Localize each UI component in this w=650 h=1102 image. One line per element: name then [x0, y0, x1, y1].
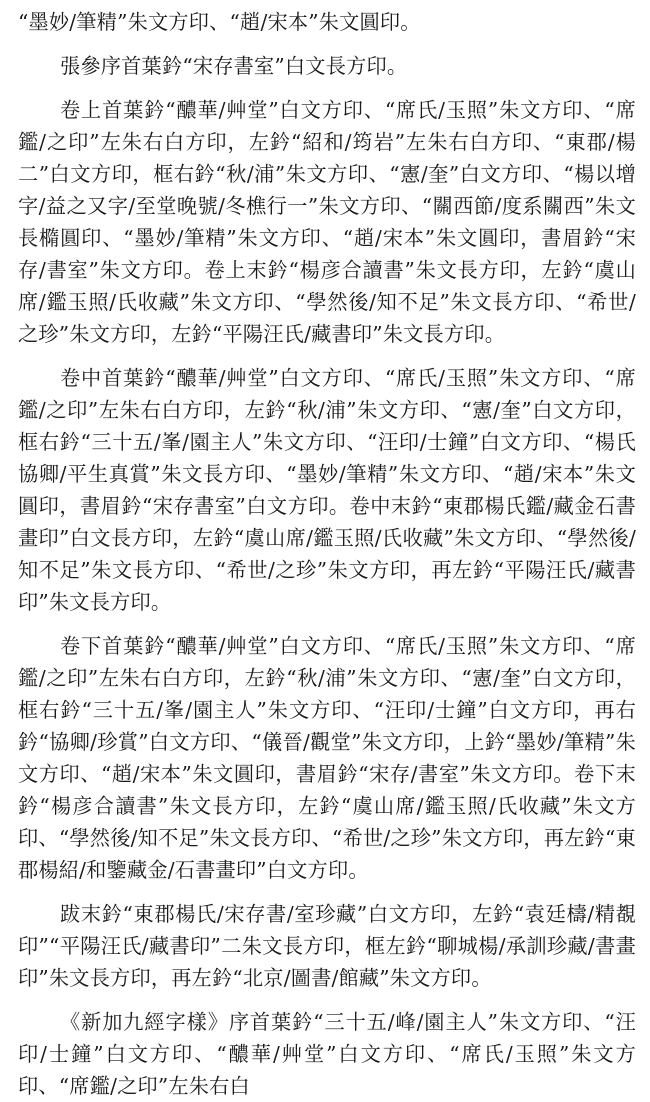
- paragraph-preface-seal: 張參序首葉鈐“宋存書室”白文長方印。: [60, 54, 408, 78]
- paragraph-seal-continuation: “墨妙/筆精”朱文方印、“趙/宋本”朱文圓印。: [18, 10, 421, 34]
- paragraph-jiujing-ziyang: 《新加九經字樣》序首葉鈐“三十五/峰/園主人”朱文方印、“汪印/士鐘”白文方印、“醲華/艸堂”白文方印、“席氏/玉照”朱文方印、“席鑑/之印”左朱右白: [18, 1010, 636, 1098]
- paragraph-volume-lower: 卷下首葉鈐“醲華/艸堂”白文方印、“席氏/玉照”朱文方印、“席鑑/之印”左朱右白方印，左鈐“秋/浦”朱文方印、“憲/奎”白文方印，框右鈐“三十五/峯/園主人”朱文方印、“汪印/士鐘”白文方印，再右鈐“協卿/珍賞”白文方印、“儀晉/觀堂”朱文方印，上鈐“墨妙/筆精”朱文方印、“趙/宋本”朱文圓印，書眉鈐“宋存/書室”朱文方印。卷下末鈐“楊彦合讀書”朱文長方印，左鈐“虞山席/鑑玉照/氏收藏”朱文方印、“學然後/知不足”朱文長方印、“希世/之珍”朱文方印，再左鈐“東郡楊紹/和鑒藏金/石書畫印”白文方印。: [18, 634, 636, 882]
- document-page: [18, 6, 636, 1102]
- paragraph-volume-middle: 卷中首葉鈐“醲華/艸堂”白文方印、“席氏/玉照”朱文方印、“席鑑/之印”左朱右白方印，左鈐“秋/浦”朱文方印、“憲/奎”白文方印，框右鈐“三十五/峯/園主人”朱文方印、“汪印/士鐘”白文方印、“楊氏協卿/平生真賞”朱文長方印、“墨妙/筆精”朱文方印、“趙/宋本”朱文圓印，書眉鈐“宋存書室”白文方印。卷中末鈐“東郡楊氏鑑/藏金石書畫印”白文長方印，左鈐“虞山席/鑑玉照/氏收藏”朱文方印、“學然後/知不足”朱文長方印、“希世/之珍”朱文方印，再左鈐“平陽汪氏/藏書印”朱文長方印。: [18, 366, 636, 614]
- paragraph-colophon: 跋末鈐“東郡楊氏/宋存書/室珍藏”白文方印，左鈐“袁廷檮/精覩印”“平陽汪氏/藏書印”二朱文長方印，框左鈐“聊城楊/承訓珍藏/書畫印”朱文長方印，再左鈐“北京/圖書/館藏”朱文方印。: [18, 902, 636, 990]
- paragraph-volume-upper: 卷上首葉鈐“醲華/艸堂”白文方印、“席氏/玉照”朱文方印、“席鑑/之印”左朱右白方印，左鈐“紹和/筠岩”左朱右白方印、“東郡/楊二”白文方印，框右鈐“秋/浦”朱文方印、“憲/奎”白文方印、“楊以增字/益之又字/至堂晚號/冬樵行一”朱文方印、“關西節/度系關西”朱文長橢圓印、“墨妙/筆精”朱文方印、“趙/宋本”朱文圓印，書眉鈐“宋存/書室”朱文方印。卷上末鈐“楊彦合讀書”朱文長方印，左鈐“虞山席/鑑玉照/氏收藏”朱文方印、“學然後/知不足”朱文長方印、“希世/之珍”朱文方印，左鈐“平陽汪氏/藏書印”朱文長方印。: [18, 98, 636, 346]
